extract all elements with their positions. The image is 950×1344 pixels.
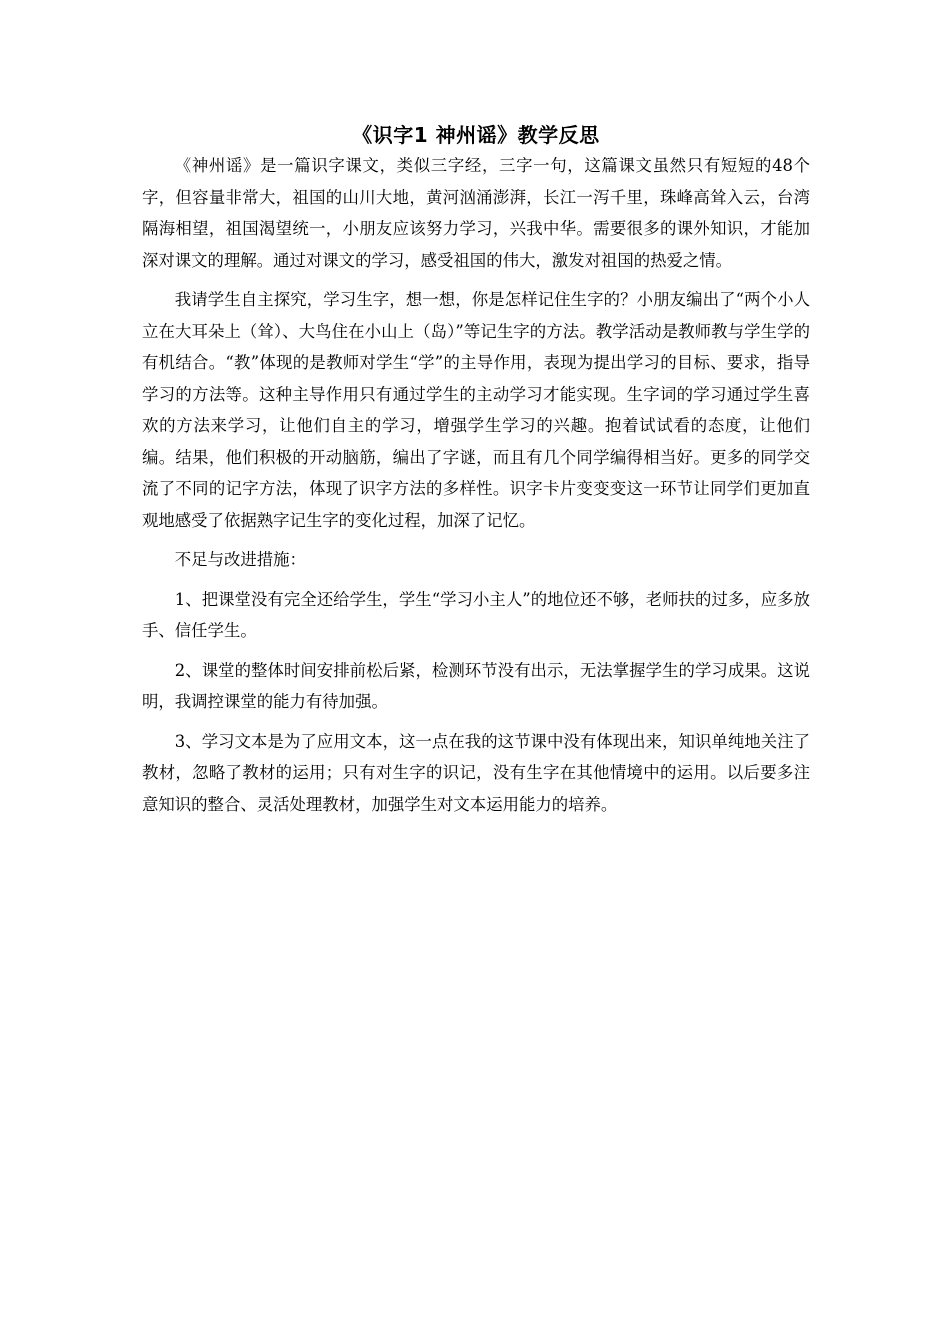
paragraph-point-2: 2、课堂的整体时间安排前松后紧，检测环节没有出示，无法掌握学生的学习成果。这说明，我调控课堂的能力有待加强。 — [142, 660, 810, 711]
document-title: 《识字1 神州谣》教学反思 — [352, 123, 600, 147]
paragraph-point-1: 1、把课堂没有完全还给学生，学生“学习小主人”的地位还不够，老师扶的过多，应多放手、信任学生。 — [142, 589, 810, 640]
paragraph-point-3: 3、学习文本是为了应用文本，这一点在我的这节课中没有体现出来，知识单纯地关注了教材，忽略了教材的运用；只有对生字的识记，没有生字在其他情境中的运用。以后要多注意知识的整合、灵活处理教材，加强学生对文本运用能力的培养。 — [142, 731, 810, 814]
document-page — [142, 0, 810, 820]
paragraph-method: 我请学生自主探究，学习生字，想一想，你是怎样记住生字的？小朋友编出了“两个小人立在大耳朵上（耸）、大鸟住在小山上（岛）”等记生字的方法。教学活动是教师教与学生学的有机结合。“教”体现的是教师对学生“学”的主导作用，表现为提出学习的目标、要求，指导学习的方法等。这种主导作用只有通过学生的主动学习才能实现。生字词的学习通过学生喜欢的方法来学习，让他们自主的学习，增强学生学习的兴趣。抱着试试看的态度，让他们编。结果，他们积极的开动脑筋，编出了字谜，而且有几个同学编得相当好。更多的同学交流了不同的记字方法，体现了识字方法的多样性。识字卡片变变变这一环节让同学们更加直观地感受了依据熟字记生字的变化过程，加深了记忆。 — [142, 290, 810, 530]
paragraph-intro: 《神州谣》是一篇识字课文，类似三字经，三字一句，这篇课文虽然只有短短的48个字，但容量非常大，祖国的山川大地，黄河汹涌澎湃，长江一泻千里，珠峰高耸入云，台湾隔海相望，祖国渴望统一，小朋友应该努力学习，兴我中华。需要很多的课外知识，才能加深对课文的理解。通过对课文的学习，感受祖国的伟大，激发对祖国的热爱之情。 — [142, 156, 810, 270]
paragraph-shortcomings-heading: 不足与改进措施： — [174, 550, 306, 569]
